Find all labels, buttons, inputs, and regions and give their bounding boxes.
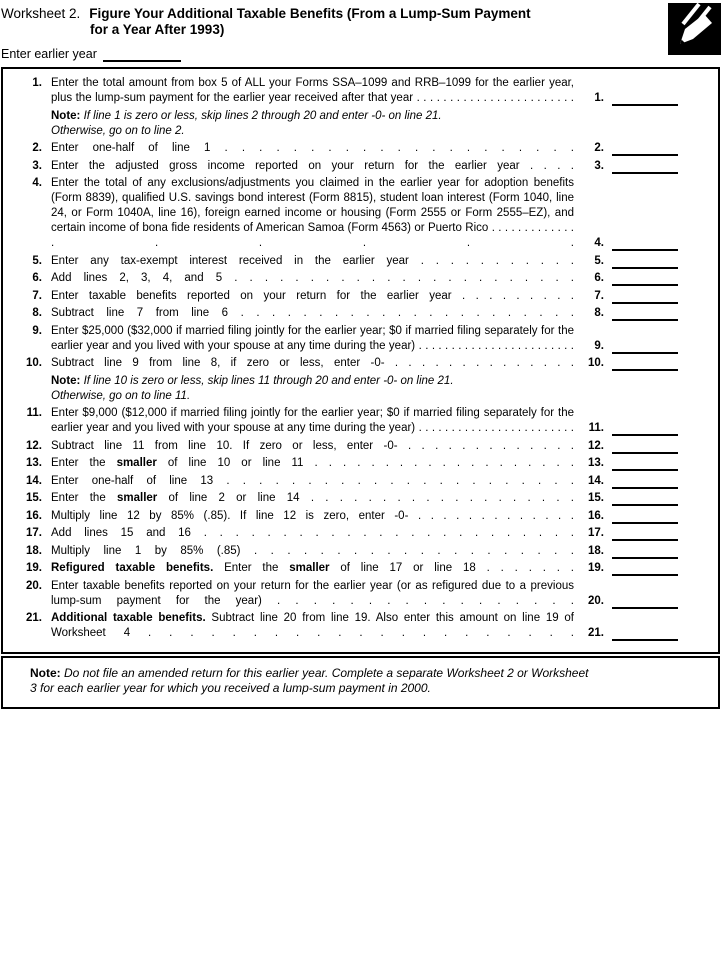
worksheet-line-7 — [9, 289, 678, 304]
entry-line-1[interactable] — [612, 92, 678, 106]
line-number: 13. — [26, 457, 42, 469]
entry-cell — [574, 474, 678, 489]
line-text — [51, 406, 574, 436]
entry-cell — [574, 271, 678, 286]
entry-cell — [574, 526, 678, 541]
entry-line-4[interactable] — [612, 237, 678, 251]
entry-line-19[interactable] — [612, 562, 678, 576]
dot-leader: . . . . . . . — [486, 562, 574, 574]
entry-number: 7. — [594, 289, 604, 302]
entry-line-9[interactable] — [612, 340, 678, 354]
dot-leader: . . . . . . . . . . . . . . . . . . . . . — [148, 627, 574, 639]
line-number: 9. — [32, 324, 42, 337]
entry-cell — [574, 491, 678, 506]
entry-number: 8. — [594, 307, 604, 319]
entry-cell — [574, 544, 678, 559]
worksheet-line-5 — [9, 254, 678, 269]
line-number: 12. — [26, 439, 42, 452]
line-text — [51, 306, 574, 321]
worksheet-line-20 — [9, 579, 678, 609]
dot-leader: . . . . . . . . . . . — [420, 254, 574, 267]
entry-cell — [574, 594, 678, 609]
line-text-content: Enter one-half of line 1 — [51, 142, 211, 154]
worksheet-line-15 — [9, 491, 678, 506]
earlier-year-label: Enter earlier year — [1, 47, 97, 61]
line-text-content: Enter any tax-exempt interest received in the earlier year — [51, 254, 409, 267]
entry-number: 9. — [594, 339, 604, 352]
line-number: 21. — [26, 612, 42, 624]
dot-leader: . . . . . . . . . . . . . . . . . . . — [314, 457, 574, 469]
worksheet-line-21 — [9, 611, 678, 641]
worksheet-line-4 — [9, 176, 678, 251]
entry-line-12[interactable] — [612, 440, 678, 454]
line-number: 4. — [32, 177, 42, 189]
earlier-year-input[interactable] — [103, 49, 181, 62]
note-after-line-1 — [9, 109, 678, 139]
entry-line-2[interactable] — [612, 142, 678, 156]
dot-leader: . . . . . . . . . . . . . . . . . . . . . . . . — [203, 527, 574, 539]
worksheet-line-18 — [9, 544, 678, 559]
dot-leader: . . . . . . . . . . . . . . . . . . . . . . . . — [416, 92, 574, 104]
entry-number: 1. — [594, 92, 604, 104]
note-line1: If line 10 is zero or less, skip lines 11 through 20 and enter -0- on line 21. — [83, 374, 454, 387]
line-number: 15. — [26, 492, 42, 504]
entry-number: 14. — [588, 474, 604, 487]
entry-cell — [574, 626, 678, 641]
line-text-content: Enter the smaller of line 2 or line 14 — [51, 492, 300, 504]
note-after-line-10 — [9, 374, 678, 404]
footer-note-text: Do not file an amended return for this earlier year. Complete a separate Worksheet 2 or Worksheet 3 for each earlier year for which you received a lump-sum payment in 2000. — [30, 665, 589, 695]
line-text — [51, 159, 574, 174]
dot-leader: . . . . . . . . . . . . . . . . . . . . . . — [226, 474, 575, 487]
line-text — [51, 474, 574, 489]
line-text — [51, 611, 574, 641]
entry-cell — [574, 561, 678, 576]
worksheet-line-3 — [9, 159, 678, 174]
line-text-content: Refigured taxable benefits. Enter the smaller of line 17 or line 18 — [51, 562, 476, 574]
line-text-content: Add lines 15 and 16 — [51, 527, 191, 539]
line-text-content: Enter $9,000 ($12,000 if married filing jointly for the earlier year; $0 if married filing separately for the earlier year and you lived with your spouse at any time during the year) — [51, 407, 574, 434]
entry-number: 21. — [588, 627, 604, 639]
line-text — [51, 141, 574, 156]
entry-cell — [574, 141, 678, 156]
entry-line-15[interactable] — [612, 492, 678, 506]
line-number: 6. — [32, 272, 42, 284]
line-number: 19. — [26, 562, 42, 574]
line-text-content: Enter taxable benefits reported on your return for the earlier year (or as refigured due to a previous lump-sum payment for the year) — [51, 579, 574, 607]
entry-cell — [574, 439, 678, 454]
line-text-content: Subtract line 11 from line 10. If zero or less, enter -0- — [51, 439, 398, 452]
worksheet-label: Worksheet 2. — [1, 6, 81, 21]
entry-line-18[interactable] — [612, 545, 678, 559]
line-text-content: Enter $25,000 ($32,000 if married filing jointly for the earlier year; $0 if married filing separately for the earlier year and you lived with your spouse at any time during the year) — [51, 324, 574, 352]
line-text — [51, 271, 574, 286]
worksheet-line-19 — [9, 561, 678, 576]
line-text — [51, 324, 574, 354]
worksheet-line-9 — [9, 324, 678, 354]
dot-leader: . . . . . . . . . . . . . . . . . . . — [310, 492, 574, 504]
entry-cell — [574, 421, 678, 436]
line-text-content: Subtract line 7 from line 6 — [51, 307, 229, 319]
worksheet-line-17 — [9, 526, 678, 541]
entry-number: 10. — [588, 357, 604, 369]
dot-leader: . . . . . . . . . . . . . . . . . . . . . . — [240, 307, 574, 319]
footer-note-box — [1, 656, 720, 709]
entry-number: 15. — [588, 492, 604, 504]
worksheet-line-13 — [9, 456, 678, 471]
dot-leader: . . . . . . . . . . . . . . . . . . . — [51, 222, 574, 249]
line-number: 18. — [26, 544, 42, 557]
line-text-content: Enter the adjusted gross income reported on your return for the earlier year — [51, 159, 520, 172]
dot-leader: . . . . . . . . . — [462, 289, 574, 302]
worksheet-line-12 — [9, 439, 678, 454]
entry-cell — [574, 509, 678, 524]
entry-number: 6. — [594, 272, 604, 284]
entry-cell — [574, 356, 678, 371]
entry-line-14[interactable] — [612, 475, 678, 489]
entry-number: 18. — [588, 544, 604, 557]
worksheet-line-1 — [9, 76, 678, 106]
entry-line-10[interactable] — [612, 357, 678, 371]
entry-number: 13. — [588, 457, 604, 469]
line-text — [51, 76, 574, 106]
entry-number: 16. — [588, 509, 604, 522]
entry-line-13[interactable] — [612, 457, 678, 471]
note-text — [51, 109, 574, 139]
dot-leader: . . . . . . . . . . . . . . . . . . . . . . . . — [418, 339, 575, 352]
entry-number: 2. — [594, 142, 604, 154]
footer-note — [30, 666, 596, 697]
entry-cell — [574, 289, 678, 304]
worksheet-line-14 — [9, 474, 678, 489]
page-title-line1: Figure Your Additional Taxable Benefits (From a Lump-Sum Payment — [89, 6, 531, 21]
note-line2: Otherwise, go on to line 11. — [51, 389, 191, 402]
worksheet-box — [1, 67, 720, 654]
dot-leader: . . . . . . . . . . . . . — [417, 509, 574, 522]
entry-number: 5. — [594, 254, 604, 267]
line-text — [51, 509, 574, 524]
line-text-content: Multiply line 12 by 85% (.85). If line 12 is zero, enter -0- — [51, 509, 409, 522]
line-number: 7. — [32, 289, 42, 302]
pencil-icon — [668, 3, 721, 55]
entry-number: 20. — [588, 594, 604, 607]
line-number: 1. — [32, 77, 42, 89]
line-text — [51, 289, 574, 304]
entry-line-11[interactable] — [612, 422, 678, 436]
entry-cell — [574, 456, 678, 471]
entry-number: 4. — [594, 237, 604, 249]
line-number: 5. — [32, 254, 42, 267]
line-text-content: Enter taxable benefits reported on your return for the earlier year — [51, 289, 452, 302]
entry-cell — [574, 236, 678, 251]
worksheet-line-6 — [9, 271, 678, 286]
line-text-content: Enter one-half of line 13 — [51, 474, 214, 487]
entry-line-7[interactable] — [612, 290, 678, 304]
dot-leader: . . . . — [530, 159, 574, 172]
dot-leader: . . . . . . . . . . . . . . . . . . . . . . . — [234, 272, 575, 284]
line-number: 16. — [26, 509, 42, 522]
entry-number: 19. — [588, 562, 604, 574]
entry-number: 11. — [588, 422, 604, 434]
line-text — [51, 456, 574, 471]
note-line2: Otherwise, go on to line 2. — [51, 124, 185, 137]
entry-line-6[interactable] — [612, 272, 678, 286]
entry-number: 17. — [588, 527, 604, 539]
line-text-content: Additional taxable benefits. Subtract line 20 from line 19. Also enter this amount on line 19 of Worksheet 4 — [51, 612, 574, 639]
line-number: 2. — [32, 142, 42, 154]
entry-line-21[interactable] — [612, 627, 678, 641]
line-text — [51, 526, 574, 541]
line-number: 17. — [26, 527, 42, 539]
line-text — [51, 176, 574, 251]
line-text — [51, 544, 574, 559]
entry-line-17[interactable] — [612, 527, 678, 541]
line-text — [51, 579, 574, 609]
line-text-content: Enter the total of any exclusions/adjustments you claimed in the earlier year for adoption benefits (Form 8839), qualified U.S. savings bond interest (Form 8815), student loan interest (Form 1040, line 24, or Form 1040A, line 16), foreign earned income or housing (Form 2555 or Form 2555–EZ), and certain income of bona fide residents of American Samoa (Form 4563) or Puerto Rico — [51, 177, 574, 234]
entry-line-20[interactable] — [612, 595, 678, 609]
worksheet-line-10 — [9, 356, 678, 371]
dot-leader: . . . . . . . . . . . . . . . . . . . . — [253, 544, 575, 557]
dot-leader: . . . . . . . . . . . . . — [407, 439, 574, 452]
line-number: 20. — [26, 579, 42, 592]
header — [0, 0, 721, 62]
line-text — [51, 561, 574, 576]
line-text — [51, 356, 574, 371]
entry-number: 12. — [588, 439, 604, 452]
page-title-line2: for a Year After 1993) — [90, 22, 225, 37]
line-number: 10. — [26, 357, 42, 369]
entry-line-3[interactable] — [612, 160, 678, 174]
entry-line-16[interactable] — [612, 510, 678, 524]
worksheet-line-16 — [9, 509, 678, 524]
note-prefix: Note: — [51, 109, 81, 122]
line-number: 3. — [32, 159, 42, 172]
entry-cell — [574, 306, 678, 321]
line-text — [51, 491, 574, 506]
dot-leader: . . . . . . . . . . . . . . . . . . . . . . . . — [418, 422, 575, 434]
entry-line-8[interactable] — [612, 307, 678, 321]
line-text-content: Multiply line 1 by 85% (.85) — [51, 544, 241, 557]
note-line1: If line 1 is zero or less, skip lines 2 through 20 and enter -0- on line 21. — [83, 109, 442, 122]
dot-leader: . . . . . . . . . . . . . . . . . — [277, 594, 574, 607]
entry-cell — [574, 91, 678, 106]
entry-cell — [574, 339, 678, 354]
line-number: 14. — [26, 474, 42, 487]
entry-line-5[interactable] — [612, 255, 678, 269]
line-text-content: Subtract line 9 from line 8, if zero or less, enter -0- — [51, 357, 385, 369]
dot-leader: . . . . . . . . . . . . . . — [394, 357, 574, 369]
line-text-content: Add lines 2, 3, 4, and 5 — [51, 272, 223, 284]
note-prefix: Note: — [51, 374, 81, 387]
line-text-content: Enter the smaller of line 10 or line 11 — [51, 457, 304, 469]
worksheet-line-2 — [9, 141, 678, 156]
line-text — [51, 254, 574, 269]
line-number: 8. — [32, 307, 42, 319]
entry-cell — [574, 159, 678, 174]
entry-number: 3. — [594, 159, 604, 172]
line-text-content: Enter the total amount from box 5 of ALL your Forms SSA–1099 and RRB–1099 for the earlier year, plus the lump-sum payment for the earlier year received after that year — [51, 77, 574, 104]
footer-note-prefix: Note: — [30, 665, 61, 680]
worksheet-line-8 — [9, 306, 678, 321]
dot-leader: . . . . . . . . . . . . . . . . . . . . . — [224, 142, 574, 154]
worksheet-line-11 — [9, 406, 678, 436]
note-text — [51, 374, 574, 404]
entry-cell — [574, 254, 678, 269]
line-text — [51, 439, 574, 454]
line-number: 11. — [26, 407, 42, 419]
